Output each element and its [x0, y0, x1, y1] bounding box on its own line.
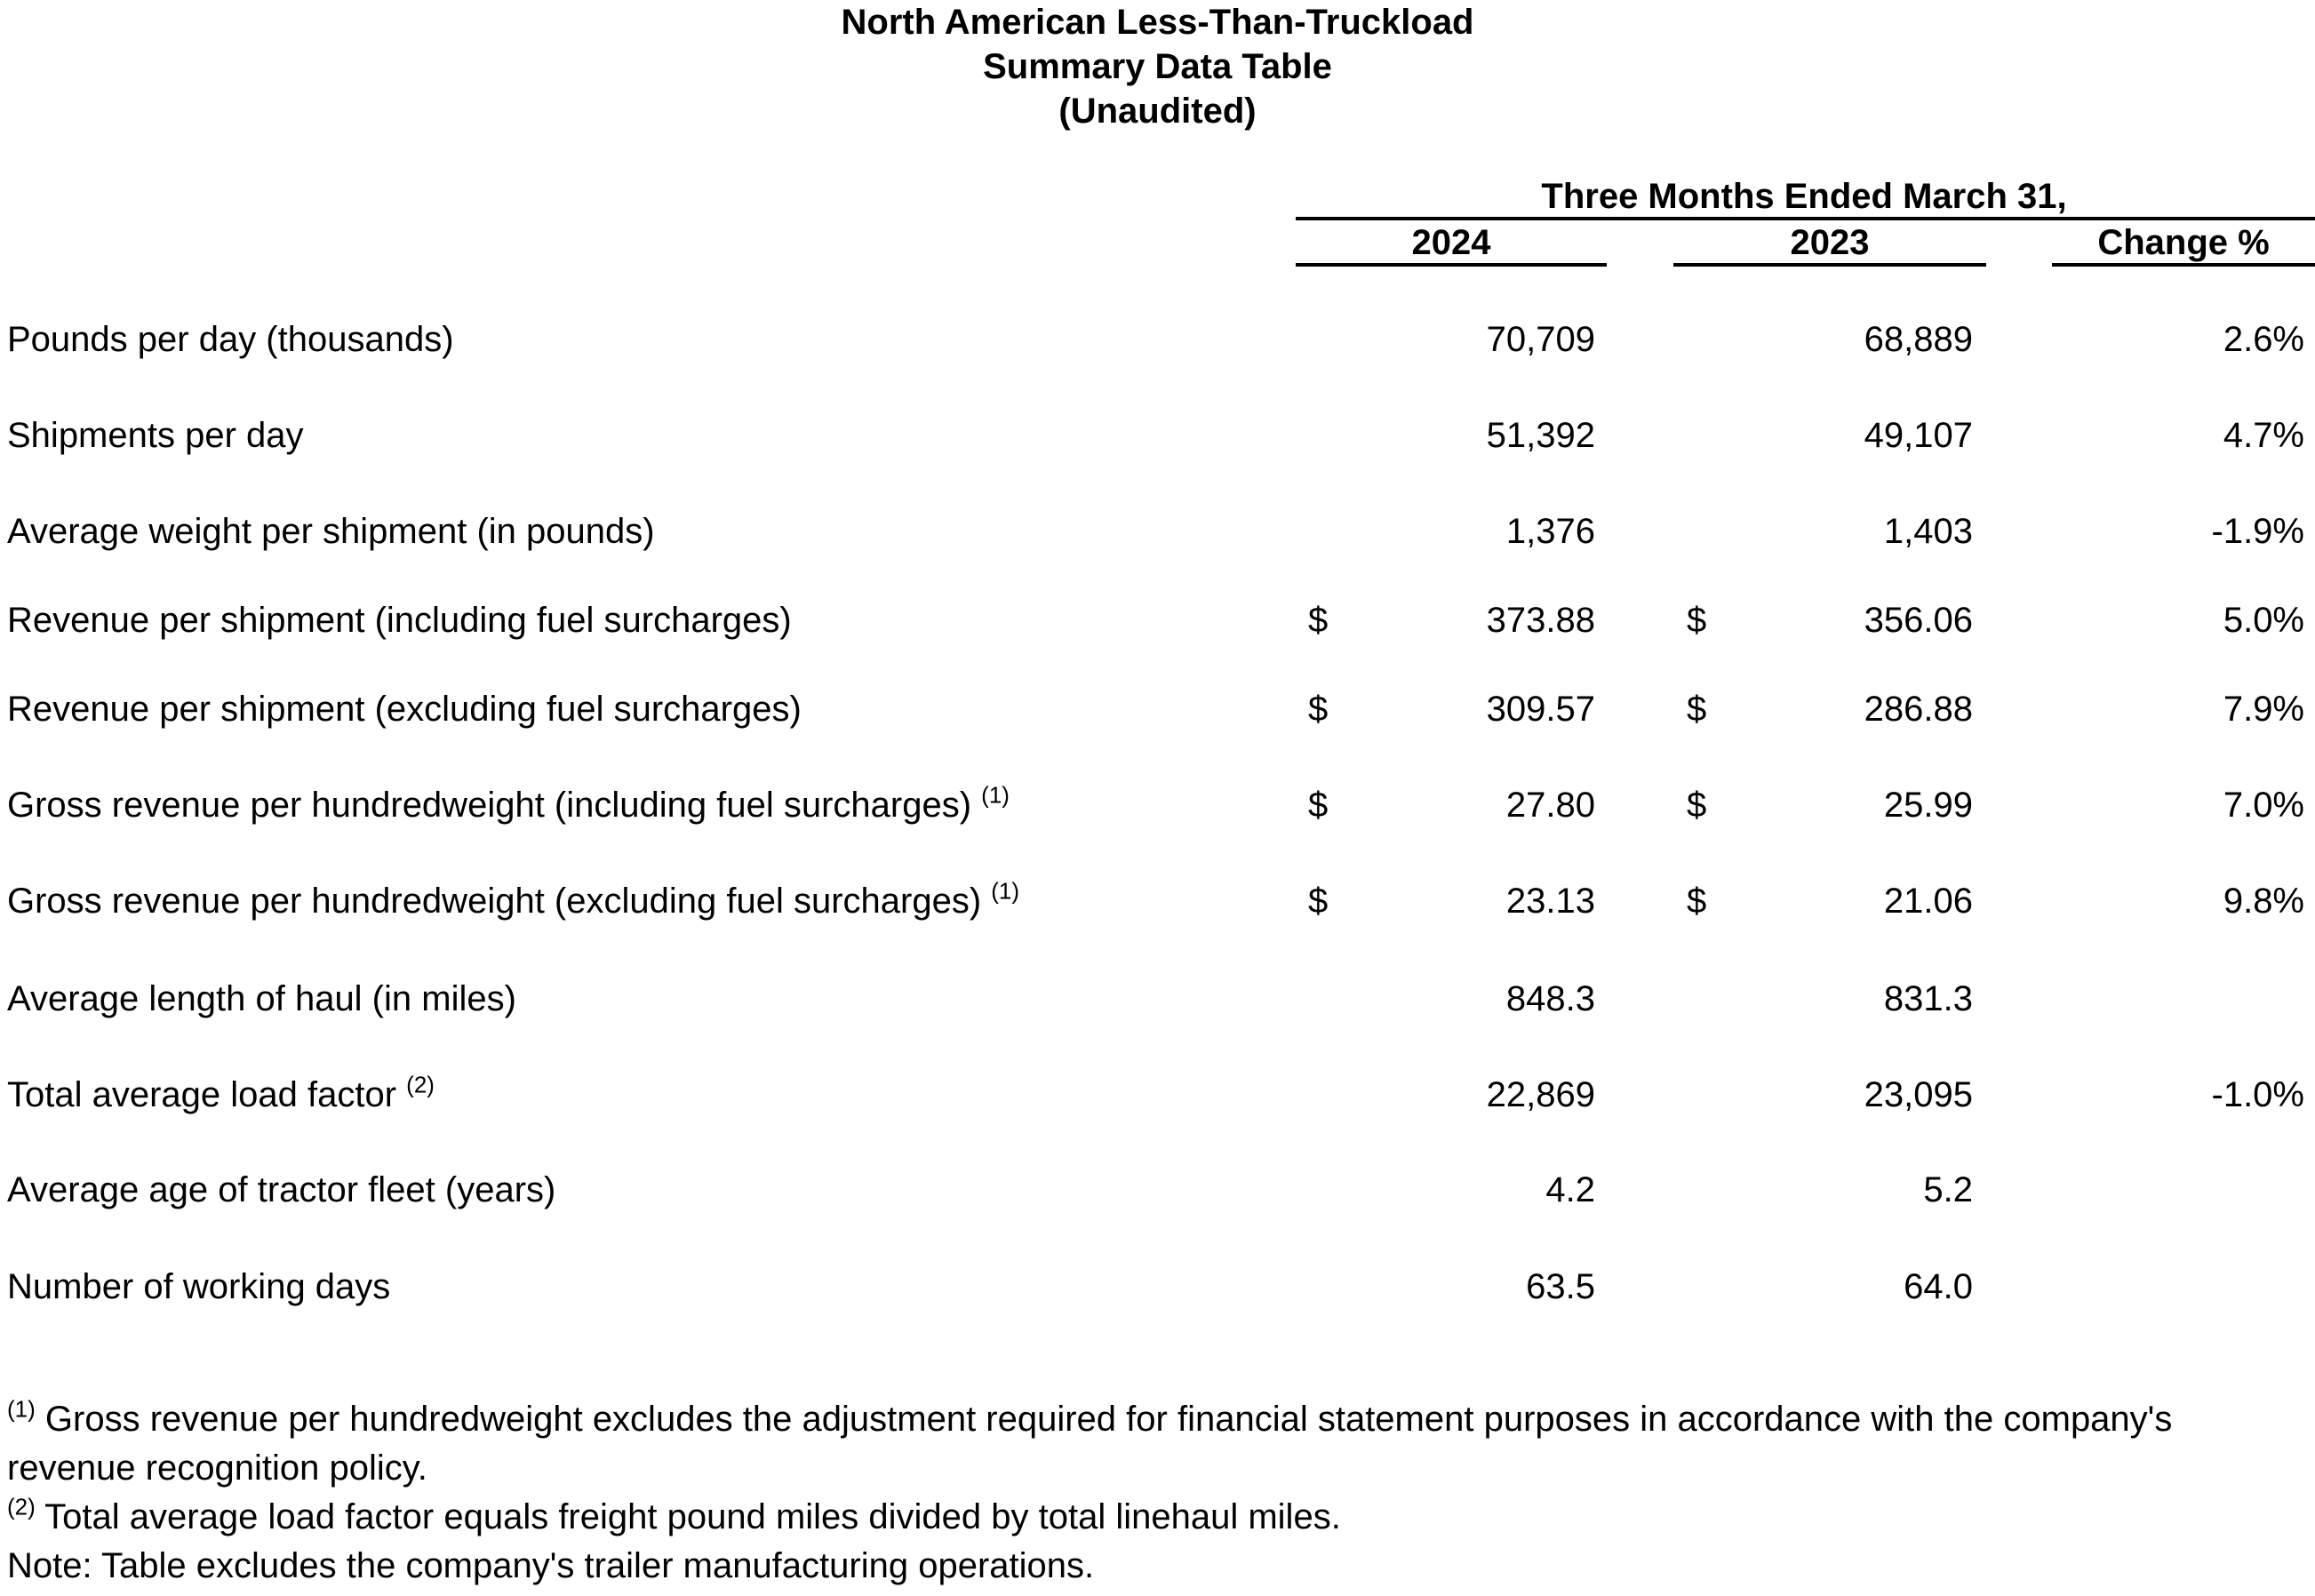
value-2023: 68,889	[1864, 320, 1973, 359]
row-footnote-marker: (1)	[981, 781, 1010, 809]
value-change-percent: 5.0%	[2223, 601, 2304, 640]
row-label	[7, 1163, 555, 1217]
table-row	[0, 972, 2315, 1025]
row-label	[7, 682, 802, 736]
value-change-percent: -1.9%	[2211, 512, 2304, 551]
row-label	[7, 313, 454, 366]
value-change-percent: 7.9%	[2223, 690, 2304, 729]
currency-symbol-2024: $	[1308, 882, 1329, 921]
value-2024: 373.88	[1486, 601, 1595, 640]
row-label-text: Gross revenue per hundredweight (including fuel surcharges)	[7, 786, 982, 825]
row-label-text: Total average load factor	[7, 1075, 407, 1114]
value-2023: 21.06	[1883, 882, 1973, 921]
value-2024: 23.13	[1505, 882, 1595, 921]
currency-symbol-2023: $	[1687, 601, 1707, 640]
value-2024: 63.5	[1526, 1267, 1595, 1306]
footnote-1	[7, 1395, 2282, 1493]
table-row	[0, 778, 2315, 832]
value-2023: 286.88	[1864, 690, 1973, 729]
value-2024: 848.3	[1505, 979, 1595, 1018]
value-2024: 1,376	[1505, 512, 1595, 551]
table-row	[0, 313, 2315, 366]
value-2024: 22,869	[1486, 1075, 1595, 1114]
column-header-2023: 2023	[1790, 223, 1870, 262]
table-row	[0, 594, 2315, 647]
row-footnote-marker: (1)	[991, 877, 1020, 905]
row-label-text: Gross revenue per hundredweight (excluding fuel surcharges)	[7, 882, 992, 921]
table-row	[0, 1163, 2315, 1217]
row-footnote-marker: (2)	[406, 1071, 435, 1098]
value-2024: 309.57	[1486, 690, 1595, 729]
row-label-text: Average length of haul (in miles)	[7, 979, 516, 1018]
value-change-percent: -1.0%	[2211, 1075, 2304, 1114]
column-rule-2024	[1296, 263, 1607, 267]
table-row	[0, 1260, 2315, 1313]
period-header-rule	[1296, 217, 2315, 220]
row-label-text: Number of working days	[7, 1267, 391, 1306]
value-2024: 51,392	[1486, 416, 1595, 455]
value-change-percent: 2.6%	[2223, 320, 2304, 359]
table-row	[0, 874, 2315, 928]
row-label	[7, 594, 792, 647]
column-rule-change	[2052, 263, 2315, 267]
row-label-text: Average age of tractor fleet (years)	[7, 1170, 556, 1209]
currency-symbol-2023: $	[1687, 690, 1707, 729]
value-change-percent: 9.8%	[2223, 882, 2304, 921]
table-row	[0, 1068, 2315, 1121]
value-2023: 5.2	[1923, 1170, 1973, 1209]
row-label	[7, 505, 655, 558]
table-note: Note: Table excludes the company's trailer manufacturing operations.	[7, 1546, 1095, 1585]
row-label-text: Revenue per shipment (including fuel surcharges)	[7, 601, 792, 640]
value-2023: 25.99	[1883, 786, 1973, 825]
value-2023: 64.0	[1904, 1267, 1973, 1306]
value-2023: 356.06	[1864, 601, 1973, 640]
report-subtitle: Summary Data Table	[983, 47, 1332, 86]
footnotes	[7, 1395, 2282, 1591]
row-label	[7, 1260, 390, 1313]
value-2024: 70,709	[1486, 320, 1595, 359]
footnote-1-marker: (1)	[7, 1395, 36, 1423]
row-label	[7, 874, 1019, 928]
footnote-2-text: Total average load factor equals freight pound miles divided by total linehaul miles.	[35, 1497, 1341, 1536]
table-row	[0, 505, 2315, 558]
row-label-text: Revenue per shipment (excluding fuel surcharges)	[7, 690, 802, 729]
currency-symbol-2023: $	[1687, 882, 1707, 921]
value-2023: 1,403	[1883, 512, 1973, 551]
value-2024: 4.2	[1545, 1170, 1595, 1209]
value-2023: 49,107	[1864, 416, 1973, 455]
value-2023: 831.3	[1883, 979, 1973, 1018]
value-2024: 27.80	[1505, 786, 1595, 825]
currency-symbol-2024: $	[1308, 690, 1329, 729]
footnote-1-text: Gross revenue per hundredweight excludes the adjustment required for financial statement purposes in accordance with the company's revenue recognition policy.	[7, 1400, 2173, 1488]
table-row	[0, 682, 2315, 736]
value-change-percent: 7.0%	[2223, 786, 2304, 825]
row-label	[7, 409, 304, 462]
report-title: North American Less-Than-Truckload	[841, 3, 1474, 42]
period-header: Three Months Ended March 31,	[1541, 177, 2067, 216]
currency-symbol-2024: $	[1308, 601, 1329, 640]
column-header-change: Change %	[2097, 223, 2270, 262]
row-label-text: Pounds per day (thousands)	[7, 320, 454, 359]
table-row	[0, 409, 2315, 462]
row-label	[7, 778, 1010, 832]
row-label-text: Shipments per day	[7, 416, 304, 455]
row-label-text: Average weight per shipment (in pounds)	[7, 512, 655, 551]
report-audit-status: (Unaudited)	[1058, 92, 1257, 131]
row-label	[7, 1068, 435, 1121]
footnote-2	[7, 1493, 2282, 1542]
value-2023: 23,095	[1864, 1075, 1973, 1114]
row-label	[7, 972, 516, 1025]
currency-symbol-2023: $	[1687, 786, 1707, 825]
column-header-2024: 2024	[1411, 223, 1491, 262]
value-change-percent: 4.7%	[2223, 416, 2304, 455]
footnote-2-marker: (2)	[7, 1493, 36, 1520]
column-rule-2023	[1673, 263, 1986, 267]
currency-symbol-2024: $	[1308, 786, 1329, 825]
